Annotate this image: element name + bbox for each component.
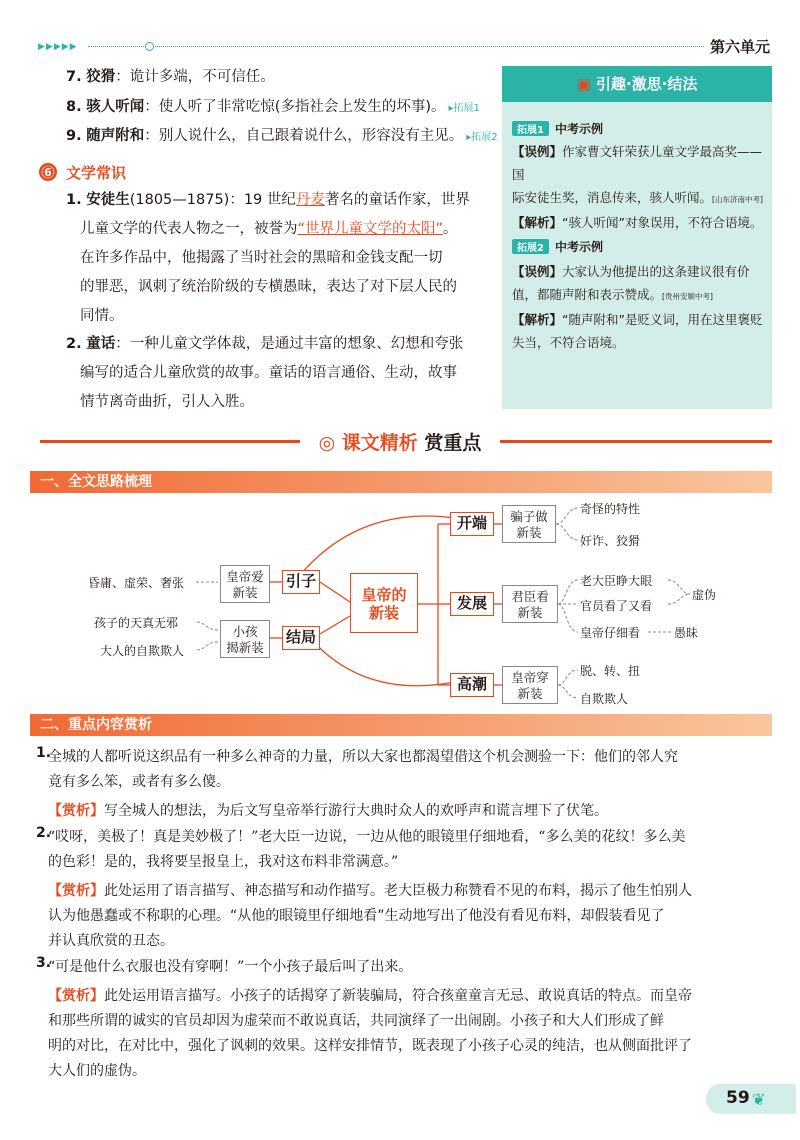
vocab-word: 狡猾 (86, 69, 116, 85)
svg-text:6: 6 (44, 166, 52, 179)
mindmap-note: 奸诈、狡猾 (580, 534, 641, 548)
literature-item-andersen: 1. 安徒生(1805—1875)：19 世纪丹麦著名的童话作家，世界 儿童文学的代表人物之一，被誉为“世界儿童文学的太阳”。 在许多作品中，他揭露了当时社会的黑暗和金钱支配一切 的罪恶，讽刺了统治阶级的专横愚昧，表达了对下层人民的 同情。 (66, 192, 470, 324)
literature-title: 文学常识 (66, 164, 127, 182)
extension-link-2[interactable]: ▸拓展2 (466, 132, 498, 143)
mindmap-note: 虚伪 (692, 588, 717, 602)
cart-icon: ▣ (576, 75, 591, 93)
header-arrows-decoration: ▶▶▶▶▶ (38, 42, 78, 52)
mindmap-center-title: 皇帝的 新装 (350, 573, 418, 633)
vocab-word: 骇人听闻 (86, 99, 145, 115)
keycontent-number: 2. (36, 825, 52, 841)
mindmap-box-officials: 君臣看 新装 (502, 585, 558, 623)
mindmap-box-love: 皇帝爱 新装 (220, 565, 270, 603)
mindmap-stage-gaochao: 高潮 (450, 673, 494, 697)
side-ext1-body: 【误例】作家曹文轩荣获儿童文学最高奖——国 际安徒生奖，消息传来，骇人听闻。[山东济南中考] 【解析】“骇人听闻”对象误用，不符合语境。 (512, 144, 763, 230)
mindmap-note: 孩子的天真无邪 (94, 616, 179, 630)
page-number-badge (706, 1084, 796, 1114)
mindmap-stage-kaiduan: 开端 (450, 512, 494, 536)
mindmap-stage-jieju: 结局 (282, 626, 320, 650)
vocab-definition: ：诡计多端，不可信任。 (115, 69, 275, 85)
leaf-icon: ❦ (752, 1090, 766, 1109)
keycontent-item-3: “可是他什么衣服也没有穿啊！”一个小孩子最后叫了出来。 【赏析】此处运用语言描写。小孩子的话揭穿了新装骗局，符合孩童童言无忌、敢说真话的特点。而皇帝 和那些所谓的诚实的官员却因为虚荣而不敢说真话，共同演绎了一出闹剧。小孩子和大人们形成了鲜 明的对比，在对比中，强化了讽刺的效果。这样安排情节，既表现了小孩子心灵的纯洁，也从侧面批评了 大人们的虚伪。 (48, 959, 692, 1079)
side-box-title: ▣ 引趣·激思·结法 (502, 66, 772, 102)
mindmap-note: 自欺欺人 (580, 692, 629, 706)
mindmap-note: 脱、转、扭 (580, 664, 641, 678)
keycontent-number: 1. (36, 745, 52, 761)
mindmap-box-child: 小孩 揭新装 (220, 620, 270, 658)
mindmap-box-cheat: 骗子做 新装 (502, 505, 556, 543)
keycontent-heading: 二、重点内容赏析 (30, 714, 772, 736)
extension-link-1[interactable]: ▸拓展1 (448, 103, 480, 114)
keycontent-item-1: 全城的人都听说这织品有一种多么神奇的力量，所以大家也都渴望借这个机会测验一下：他们的邻人究 竟有多么笨，或者有多么傻。 【赏析】写全城人的想法，为后文写皇帝举行游行大典时众人的欢呼声和谎言埋下了伏笔。 (48, 749, 678, 819)
mindmap-note: 奇怪的特性 (580, 502, 641, 516)
page-number: 59 (726, 1088, 750, 1108)
vocab-definition: ：别人说什么，自己跟着说什么，形容没有主见。 (144, 128, 464, 144)
vocab-word: 随声附和 (86, 128, 145, 144)
section-banner-title: ◎ 课文精析 赏重点 (300, 428, 500, 455)
mindmap-heading: 一、全文思路梳理 (30, 471, 772, 493)
literature-item-fairytale: 2. 童话：一种儿童文学体裁，是通过丰富的想象、幻想和夸张 编写的适合儿童欣赏的故事。童话的语言通俗、生动，故事 情节离奇曲折，引人入胜。 (66, 336, 464, 410)
mindmap-note: 愚昧 (674, 626, 699, 640)
swirl-icon: ◎ (318, 432, 336, 454)
keycontent-number: 3. (36, 955, 52, 971)
mindmap-note: 昏庸、虚荣、奢张 (88, 576, 185, 590)
unit-label: 第六单元 (710, 38, 771, 56)
mindmap-note: 官员看了又看 (580, 599, 653, 613)
mindmap-note: 大人的自欺欺人 (100, 644, 185, 658)
highlight-country: 丹麦 (295, 192, 325, 208)
mindmap-note: 皇帝仔细看 (580, 626, 641, 640)
side-ext2-body: 【误例】大家认为他提出的这条建议很有价 值，都随声附和表示赞成。[贵州安顺中考] 【解析】“随声附和”是贬义词，用在这里褒贬 失当，不符合语境。 (512, 264, 763, 350)
vocab-number: 9. (66, 128, 82, 144)
vocab-definition: ：使人听了非常吃惊(多指社会上发生的坏事)。 (144, 99, 446, 115)
mindmap-box-parade: 皇帝穿 新装 (502, 666, 558, 704)
keycontent-item-2: “哎呀，美极了！真是美妙极了！”老大臣一边说，一边从他的眼镜里仔细地看，“多么美的花纹！多么美 的色彩！是的，我将要呈报皇上，我对这布料非常满意。” 【赏析】此处运用了语言描写、神态描写和动作描写。老大臣极力称赞看不见的布料，揭示了他生怕别人 认为他愚蠢或不称职的心理。“从他的眼镜里仔细地看”生动地写出了他没有看见布料，却假装看见了 并认真欣赏的丑态。 (48, 829, 692, 949)
mindmap-stage-fazhan: 发展 (450, 592, 494, 616)
side-ext1-tag: 拓展1 中考示例 (512, 120, 603, 137)
side-ext2-tag: 拓展2 中考示例 (512, 238, 603, 255)
vocab-number: 7. (66, 69, 82, 85)
highlight-honor: “世界儿童文学的太阳” (297, 221, 444, 237)
mindmap-stage-yinzi: 引子 (282, 570, 320, 594)
vocab-number: 8. (66, 99, 82, 115)
mindmap-note: 老大臣睁大眼 (580, 574, 653, 588)
